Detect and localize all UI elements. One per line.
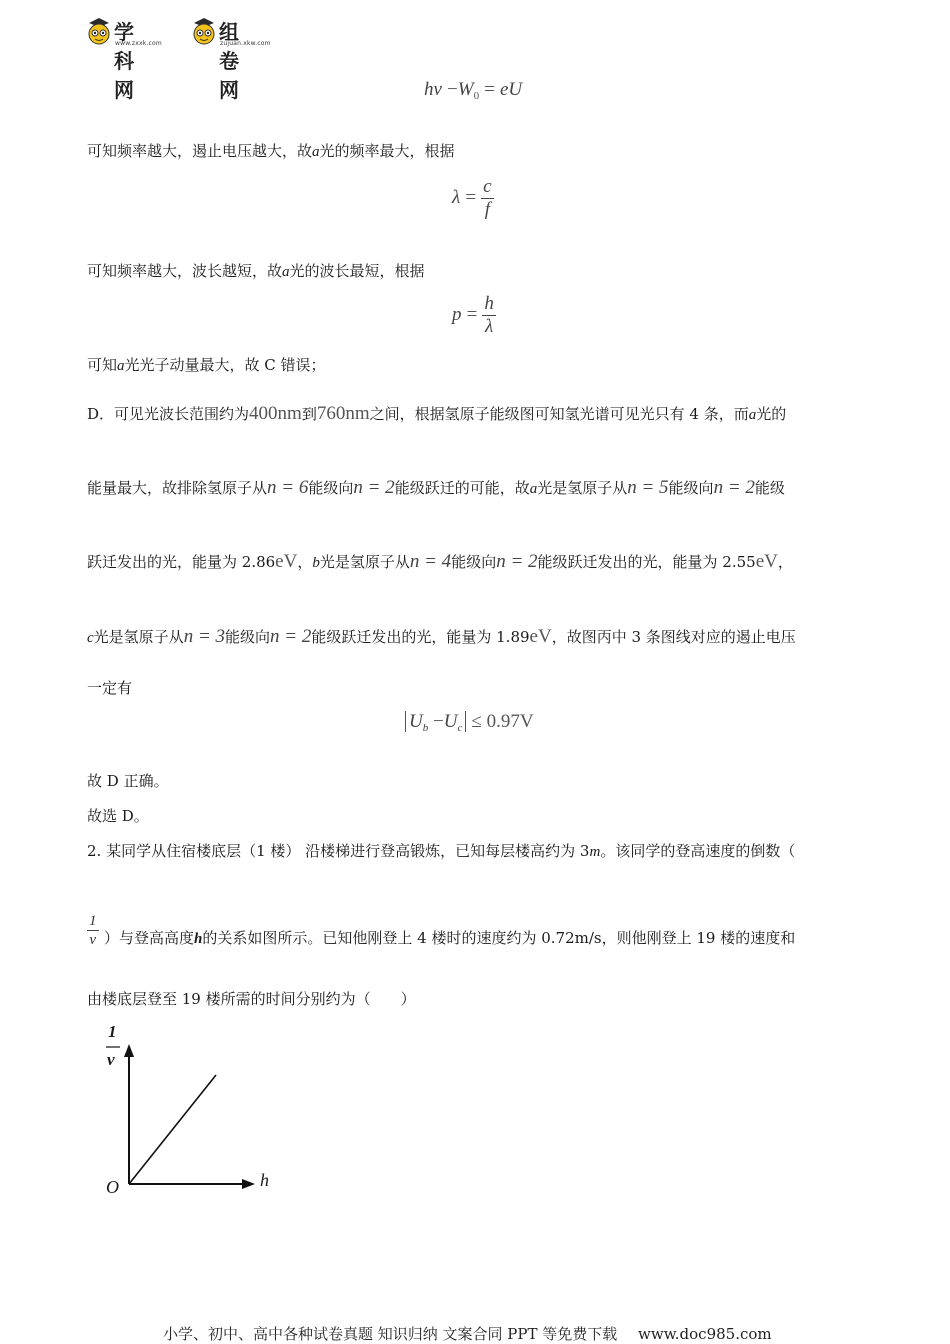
variable: a bbox=[529, 481, 538, 497]
text: 能级向 bbox=[668, 479, 714, 497]
text: ，故图丙中 3 条图线对应的遏止电压 bbox=[551, 628, 796, 646]
text: 可知频率越大，遏止电压越大，故 bbox=[87, 142, 313, 160]
unit: eV bbox=[275, 551, 298, 572]
text: 能级跃迁的可能，故 bbox=[394, 479, 530, 497]
text: 能级 bbox=[754, 479, 785, 497]
value: n = 5 bbox=[627, 477, 669, 498]
text: 光是氢原子从 bbox=[93, 628, 184, 646]
numerator: 1 bbox=[89, 913, 97, 929]
paragraph bbox=[87, 404, 786, 425]
variable: c bbox=[87, 630, 94, 646]
paragraph bbox=[87, 478, 785, 499]
numerator: c bbox=[483, 176, 492, 197]
unit: eV bbox=[755, 551, 778, 572]
value: n = 4 bbox=[409, 551, 452, 572]
equation-voltage-bound bbox=[405, 711, 534, 734]
graph-inverse-speed-vs-height bbox=[100, 1022, 290, 1207]
logo-title: 组卷网 bbox=[219, 20, 239, 102]
variable: a bbox=[748, 407, 757, 423]
numerator: h bbox=[484, 293, 494, 314]
value: n = 2 bbox=[353, 477, 395, 498]
value: n = 2 bbox=[713, 477, 755, 498]
header-logos bbox=[86, 14, 286, 102]
footer bbox=[163, 1323, 772, 1344]
equation-wavelength bbox=[452, 176, 494, 221]
equation-photoelectric bbox=[424, 79, 522, 102]
text: 的关系如图所示。已知他刚登上 4 楼时的速度约为 0.72m/s，则他刚登上 19 楼的速度和 bbox=[202, 929, 796, 947]
text: ， bbox=[777, 553, 793, 571]
footer-link[interactable]: www.doc985.com bbox=[638, 1325, 772, 1343]
question-2 bbox=[87, 841, 795, 862]
text: 能级向 bbox=[451, 553, 497, 571]
value: n = 2 bbox=[496, 551, 538, 572]
paragraph bbox=[87, 355, 326, 376]
text: 能级向 bbox=[308, 479, 354, 497]
text: 2. 某同学从住宿楼底层（1 楼） 沿楼梯进行登高锻炼，已知每层楼高约为 3 bbox=[87, 842, 590, 860]
eq-fraction bbox=[482, 293, 496, 338]
eq-term: λ bbox=[452, 187, 461, 208]
eq-operator: = bbox=[465, 187, 477, 208]
text: 之间，根据氢原子能级图可知氢光谱可见光只有 4 条，而 bbox=[369, 405, 749, 423]
origin-label: O bbox=[106, 1177, 119, 1197]
paragraph: 一定有 bbox=[87, 679, 133, 697]
variable: a bbox=[282, 264, 290, 280]
eq-subscript: c bbox=[457, 722, 463, 734]
denominator: f bbox=[484, 199, 490, 220]
x-axis-arrow-icon bbox=[242, 1179, 255, 1189]
eq-operator: − bbox=[447, 79, 458, 100]
text: ， bbox=[297, 553, 313, 571]
x-label: h bbox=[260, 1170, 269, 1190]
logo-title: 学科网 bbox=[114, 20, 134, 102]
text: ）与登高高度 bbox=[104, 929, 195, 947]
eq-term: U bbox=[409, 711, 423, 732]
paragraph bbox=[87, 261, 425, 282]
text: 到 bbox=[301, 405, 317, 423]
mascot-icon bbox=[86, 16, 112, 46]
value: n = 2 bbox=[270, 626, 312, 647]
y-label-denominator: v bbox=[107, 1050, 115, 1069]
eq-operator: = bbox=[466, 304, 478, 325]
text: 可知频率越大，波长越短，故 bbox=[87, 262, 283, 280]
eq-subscript: b bbox=[422, 722, 429, 734]
inline-fraction bbox=[87, 912, 99, 949]
value: 400nm bbox=[249, 403, 302, 424]
denominator: v bbox=[89, 932, 97, 948]
logo-url: zujuan.xkw.com bbox=[220, 40, 271, 47]
equation-momentum bbox=[452, 293, 496, 338]
value: 760nm bbox=[316, 403, 370, 424]
value: n = 3 bbox=[183, 626, 226, 647]
eq-operator: − bbox=[432, 711, 444, 732]
unit: m bbox=[589, 844, 601, 860]
logo-url: www.zxxk.com bbox=[115, 40, 162, 47]
paragraph bbox=[87, 552, 793, 573]
text: 能级跃迁发出的光，能量为 1.89 bbox=[311, 628, 530, 646]
text: D．可见光波长范围约为 bbox=[87, 405, 250, 423]
variable: b bbox=[312, 555, 320, 571]
eq-term: U bbox=[443, 711, 458, 732]
graph-line bbox=[129, 1075, 216, 1184]
paragraph bbox=[87, 627, 796, 648]
variable: a bbox=[312, 144, 320, 160]
text: 光的波长最短，根据 bbox=[289, 262, 425, 280]
question-2 bbox=[104, 928, 795, 949]
text: 能级向 bbox=[225, 628, 271, 646]
abs-value bbox=[405, 711, 466, 732]
eq-term: hv bbox=[424, 79, 442, 100]
denominator: λ bbox=[485, 316, 494, 337]
text: 光是氢原子从 bbox=[537, 479, 628, 497]
value: n = 6 bbox=[267, 477, 309, 498]
unit: eV bbox=[529, 626, 552, 647]
eq-operator: = bbox=[484, 79, 495, 100]
text: 跃迁发出的光，能量为 2.86 bbox=[87, 553, 276, 571]
text: 能量最大，故排除氢原子从 bbox=[87, 479, 268, 497]
text: 光是氢原子从 bbox=[319, 553, 410, 571]
text: 。该同学的登高速度的倒数（ bbox=[600, 842, 796, 860]
eq-term: ≤ 0.97V bbox=[471, 711, 534, 732]
text: 光的 bbox=[756, 405, 787, 423]
eq-fraction bbox=[481, 176, 493, 221]
question-2: 由楼底层登至 19 楼所需的时间分别约为（ ） bbox=[87, 990, 416, 1008]
paragraph bbox=[87, 141, 455, 162]
paragraph: 故 D 正确。 bbox=[87, 772, 169, 790]
variable: h bbox=[194, 931, 203, 947]
text: 光光子动量最大，故 C 错误； bbox=[124, 356, 326, 374]
variable: a bbox=[117, 358, 125, 374]
eq-term: eU bbox=[499, 79, 523, 100]
eq-term: p bbox=[452, 304, 462, 325]
eq-term: W bbox=[457, 79, 474, 100]
paragraph: 故选 D。 bbox=[87, 807, 149, 825]
text: 光的频率最大，根据 bbox=[319, 142, 455, 160]
eq-subscript: 0 bbox=[473, 90, 480, 102]
text: 能级跃迁发出的光，能量为 2.55 bbox=[537, 553, 756, 571]
y-label-numerator: 1 bbox=[108, 1022, 117, 1041]
text: 可知 bbox=[87, 356, 118, 374]
mascot-icon bbox=[191, 16, 217, 46]
y-axis-arrow-icon bbox=[124, 1044, 134, 1057]
footer-text: 小学、初中、高中各种试卷真题 知识归纳 文案合同 PPT 等免费下载 bbox=[163, 1325, 618, 1343]
